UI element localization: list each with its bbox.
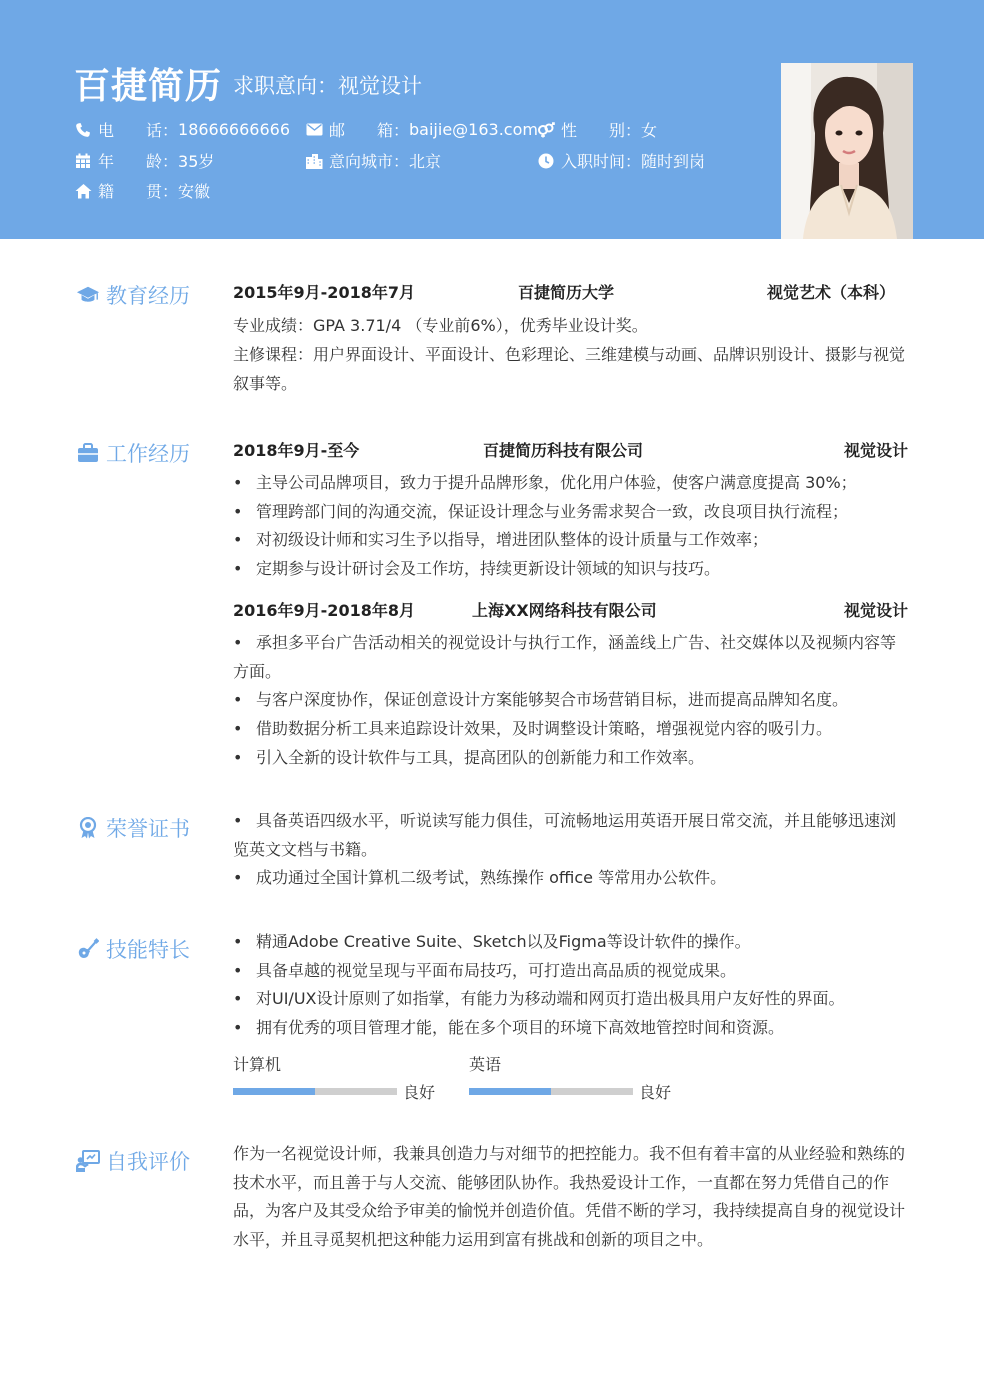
job-company: 百捷简历科技有限公司	[483, 441, 644, 460]
graduation-cap-icon	[76, 284, 100, 306]
start-time-value: 随时到岗	[641, 152, 706, 171]
skill-bar-english	[469, 1088, 633, 1095]
list-item: • 对UI/UX设计原则了如指掌，有能力为移动端和网页打造出极具用户友好性的界面。	[233, 985, 908, 1014]
skill-level-computer: 良好	[403, 1083, 436, 1102]
info-phone: 电 话： 18666666666	[74, 118, 290, 141]
skill-bar-fill	[469, 1088, 551, 1095]
clock-icon	[537, 152, 555, 170]
job-intent: 求职意向：视觉设计	[233, 74, 422, 98]
profile-photo	[781, 63, 913, 239]
gender-value: 女	[641, 121, 658, 140]
building-icon	[305, 152, 323, 170]
education-details	[233, 311, 908, 398]
section-title-education: 教育经历	[76, 280, 190, 310]
mail-icon	[305, 121, 323, 139]
list-item: • 成功通过全国计算机二级考试，熟练操作 office 等常用办公软件。	[233, 864, 908, 893]
job-period: 2016年9月-2018年8月	[233, 601, 415, 620]
education-school: 百捷简历大学	[518, 283, 615, 302]
education-period: 2015年9月-2018年7月	[233, 283, 415, 302]
skills-bullets	[233, 928, 908, 1043]
header-banner	[0, 0, 984, 239]
list-item: • 精通Adobe Creative Suite、Sketch以及Figma等设计软件的操作。	[233, 928, 908, 957]
candidate-name: 百捷简历	[74, 66, 223, 107]
skill-name-english: 英语	[469, 1055, 502, 1074]
education-degree: 视觉艺术（本科）	[767, 283, 896, 302]
list-item: • 主导公司品牌项目，致力于提升品牌形象，优化用户体验，使客户满意度提高 30%；	[233, 469, 908, 498]
skill-level-english: 良好	[639, 1083, 672, 1102]
info-hometown: 籍 贯： 安徽	[74, 179, 210, 202]
list-item: • 与客户深度协作，保证创意设计方案能够契合市场营销目标，进而提高品牌知名度。	[233, 686, 908, 715]
hometown-value: 安徽	[178, 182, 211, 201]
briefcase-icon	[76, 442, 100, 464]
info-age: 年 龄： 35岁	[74, 149, 214, 172]
list-item: • 承担多平台广告活动相关的视觉设计与执行工作，涵盖线上广告、社交媒体以及视频内容等方面。	[233, 629, 908, 686]
phone-icon	[74, 121, 92, 139]
list-item: • 引入全新的设计软件与工具，提高团队的创新能力和工作效率。	[233, 744, 908, 773]
list-item: • 具备英语四级水平，听说读写能力俱佳，可流畅地运用英语开展日常交流，并且能够迅速浏览英文文档与书籍。	[233, 807, 908, 864]
award-icon	[76, 817, 100, 839]
job-role: 视觉设计	[843, 601, 908, 620]
info-start-time: 入职时间： 随时到岗	[537, 149, 705, 172]
list-item: • 管理跨部门间的沟通交流，保证设计理念与业务需求契合一致，改良项目执行流程；	[233, 498, 908, 527]
skill-name-computer: 计算机	[233, 1055, 282, 1074]
list-item: • 借助数据分析工具来追踪设计效果，及时调整设计策略，增强视觉内容的吸引力。	[233, 715, 908, 744]
list-item: • 拥有优秀的项目管理才能，能在多个项目的环境下高效地管控时间和资源。	[233, 1014, 908, 1043]
email-value: baijie@163.com	[409, 120, 538, 139]
education-line: 主修课程：用户界面设计、平面设计、色彩理论、三维建模与动画、品牌识别设计、摄影与视觉叙事等。	[233, 345, 906, 393]
job-period: 2018年9月-至今	[233, 441, 360, 460]
skill-bar-computer	[233, 1088, 397, 1095]
list-item: • 对初级设计师和实习生予以指导，增进团队整体的设计质量与工作效率；	[233, 526, 908, 555]
section-title-skills: 技能特长	[76, 934, 190, 964]
job-company: 上海XX网络科技有限公司	[472, 601, 657, 620]
section-title-self: 自我评价	[76, 1146, 190, 1176]
skill-bar-fill	[233, 1088, 315, 1095]
presentation-icon	[76, 1150, 100, 1172]
info-gender: 性 别： 女	[537, 118, 657, 141]
job-role: 视觉设计	[843, 441, 908, 460]
section-title-honors: 荣誉证书	[76, 813, 190, 843]
honors-bullets	[233, 807, 908, 893]
self-evaluation-text: 作为一名视觉设计师，我兼具创造力与对细节的把控能力。我不但有着丰富的从业经验和熟练的技术水平，而且善于与人交流、能够团队协作。我热爱设计工作，一直都在努力凭借自己的作品，为客户及其受众给予审美的愉悦并创造价值。凭借不断的学习，我持续提高自身的视觉设计水平，并且寻觅契机把这种能力运用到富有挑战和创新的项目之中。	[233, 1144, 906, 1250]
list-item: • 定期参与设计研讨会及工作坊，持续更新设计领域的知识与技巧。	[233, 555, 908, 584]
job-bullets	[233, 469, 908, 584]
info-city: 意向城市： 北京	[305, 149, 441, 172]
guitar-icon	[76, 938, 100, 960]
age-value: 35岁	[178, 152, 215, 171]
gender-icon	[537, 121, 555, 139]
home-icon	[74, 182, 92, 200]
list-item: • 具备卓越的视觉呈现与平面布局技巧，可打造出高品质的视觉成果。	[233, 957, 908, 986]
info-email: 邮 箱： baijie@163.com	[305, 118, 538, 141]
city-value: 北京	[409, 152, 442, 171]
phone-value: 18666666666	[178, 120, 290, 139]
section-title-work: 工作经历	[76, 438, 190, 468]
job-bullets	[233, 629, 908, 773]
calendar-icon	[74, 152, 92, 170]
education-line: 专业成绩：GPA 3.71/4 （专业前6%），优秀毕业设计奖。	[233, 316, 648, 335]
